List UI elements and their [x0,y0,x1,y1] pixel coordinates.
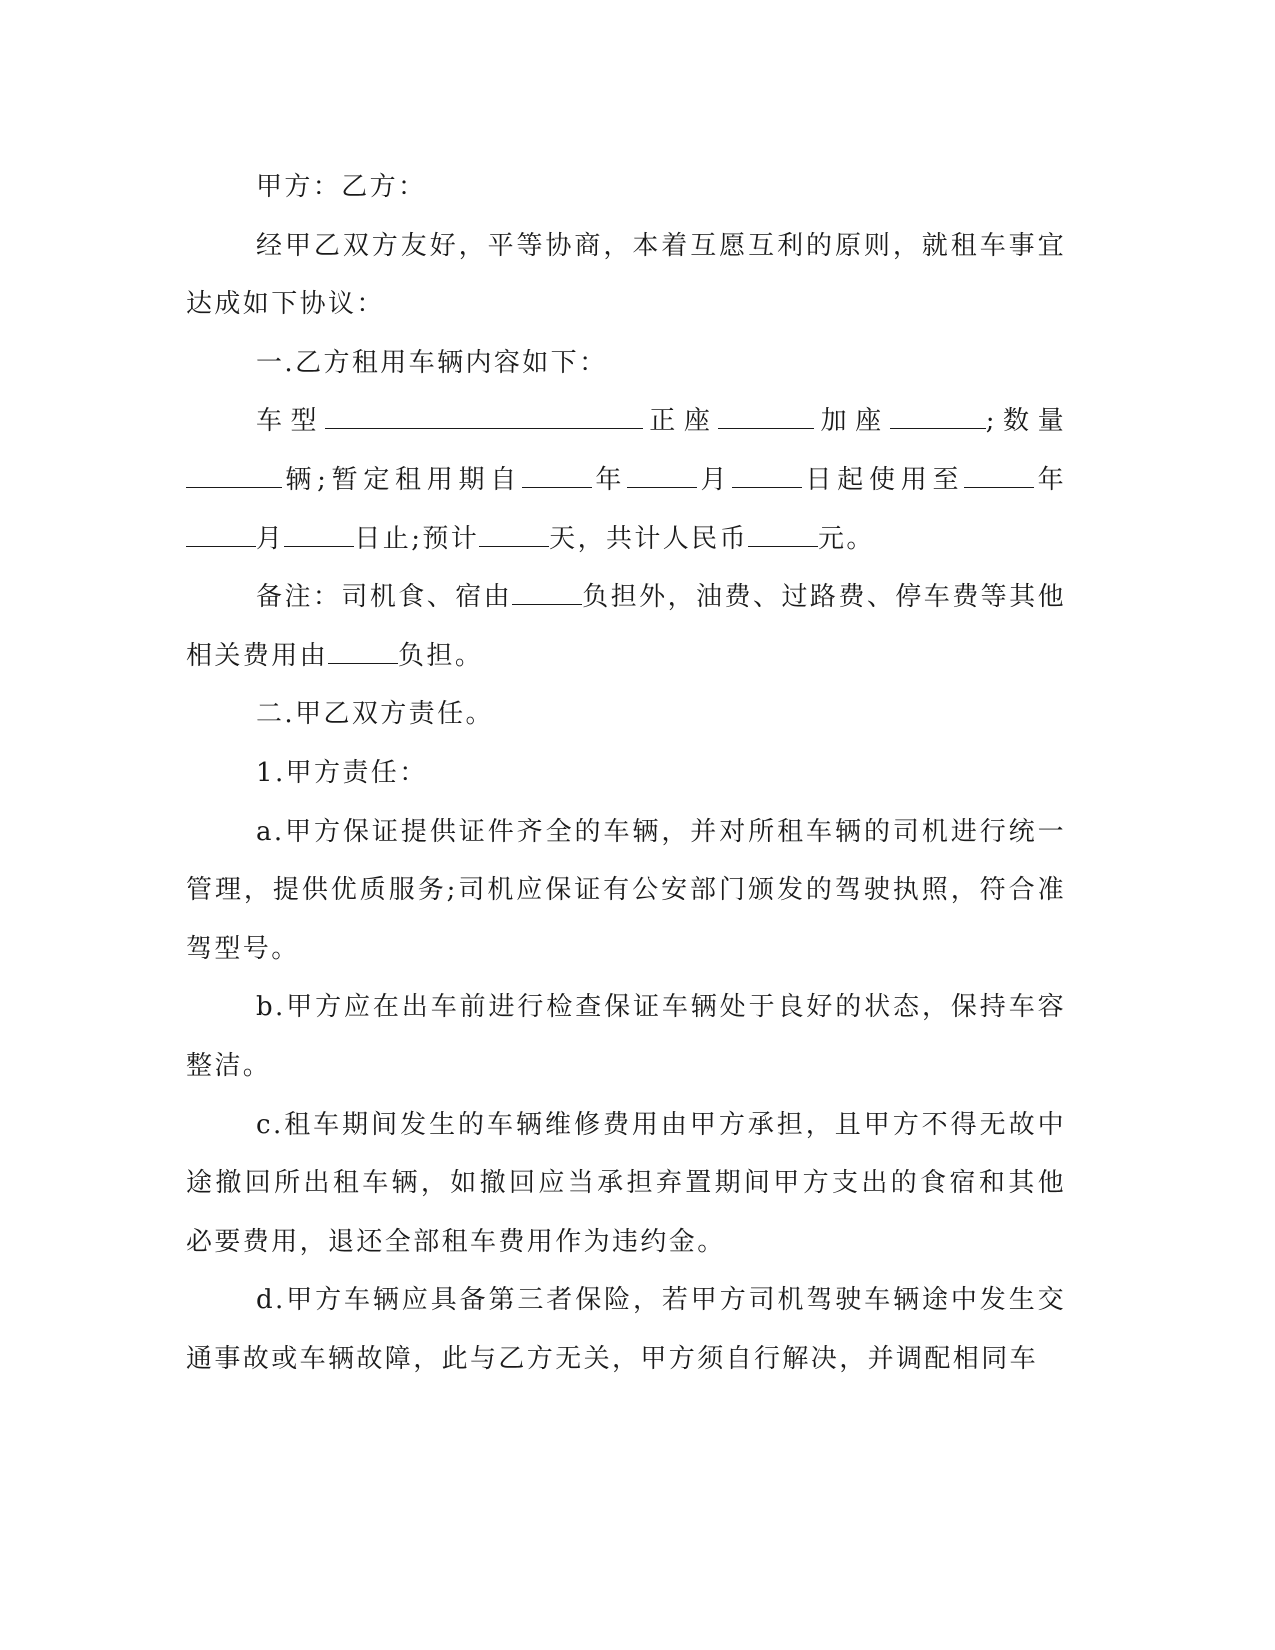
quantity-label: ;数量 [985,406,1066,437]
start-month-label: 月 [697,464,733,495]
clause-d: d.甲方车辆应具备第三者保险，若甲方司机驾驶车辆途中发生交通事故或车辆故障，此与乙方无关，甲方须自行解决，并调配相同车 [186,1285,1066,1374]
quantity-blank[interactable] [186,465,282,488]
note-suffix: 负担。 [398,640,484,671]
days-blank[interactable] [479,524,549,547]
extra-seats-label: 加座 [814,406,890,437]
seats-blank[interactable] [718,406,814,429]
other-costs-payer-blank[interactable] [328,641,398,664]
clause-b: b.甲方应在出车前进行检查保证车辆处于良好的状态，保持车容整洁。 [186,992,1066,1081]
start-year-label: 年 [592,464,628,495]
amount-blank[interactable] [748,524,818,547]
model-blank[interactable] [325,406,643,429]
extra-seats-blank[interactable] [890,406,986,429]
end-month-label: 月 [256,523,285,554]
unit-label: 辆;暂定租用期自 [282,464,523,495]
start-year-blank[interactable] [522,465,592,488]
section-1-title: 一.乙方租用车辆内容如下： [256,347,608,378]
model-label: 车型 [256,406,326,437]
start-day-blank[interactable] [732,465,802,488]
end-month-blank[interactable] [186,524,256,547]
rental-details-paragraph [186,392,1066,568]
clause-c: c.租车期间发生的车辆维修费用由甲方承担，且甲方不得无故中途撤回所出租车辆，如撤回应当承担弃置期间甲方支出的食宿和其他必要费用，退还全部租车费用作为违约金。 [186,1109,1066,1257]
start-day-label: 日起使用至 [802,464,965,495]
end-day-label: 日止;预计 [354,523,480,554]
document-body [186,158,1066,1388]
note-prefix: 备注：司机食、宿由 [256,582,513,613]
note-paragraph [186,568,1066,685]
intro-paragraph: 经甲乙双方友好，平等协商，本着互愿互利的原则，就租车事宜达成如下协议： [186,230,1066,320]
meal-lodging-payer-blank[interactable] [512,582,582,605]
end-year-label: 年 [1034,464,1067,495]
parties-line: 甲方：乙方： [256,172,427,202]
clause-a: a.甲方保证提供证件齐全的车辆，并对所租车辆的司机进行统一管理，提供优质服务;司机应保证有公安部门颁发的驾驶执照，符合准驾型号。 [186,816,1066,964]
party-a-title: 1.甲方责任： [256,757,428,788]
seats-label: 正座 [643,406,719,437]
note-middle: 负担外，油费、过路费、停车费等其他相关费用由 [186,582,1066,671]
end-year-blank[interactable] [964,465,1034,488]
start-month-blank[interactable] [627,465,697,488]
end-day-blank[interactable] [284,524,354,547]
section-2-title: 二.甲乙双方责任。 [256,699,494,730]
days-label: 天，共计人民币 [549,523,748,554]
currency-label: 元。 [817,523,875,554]
